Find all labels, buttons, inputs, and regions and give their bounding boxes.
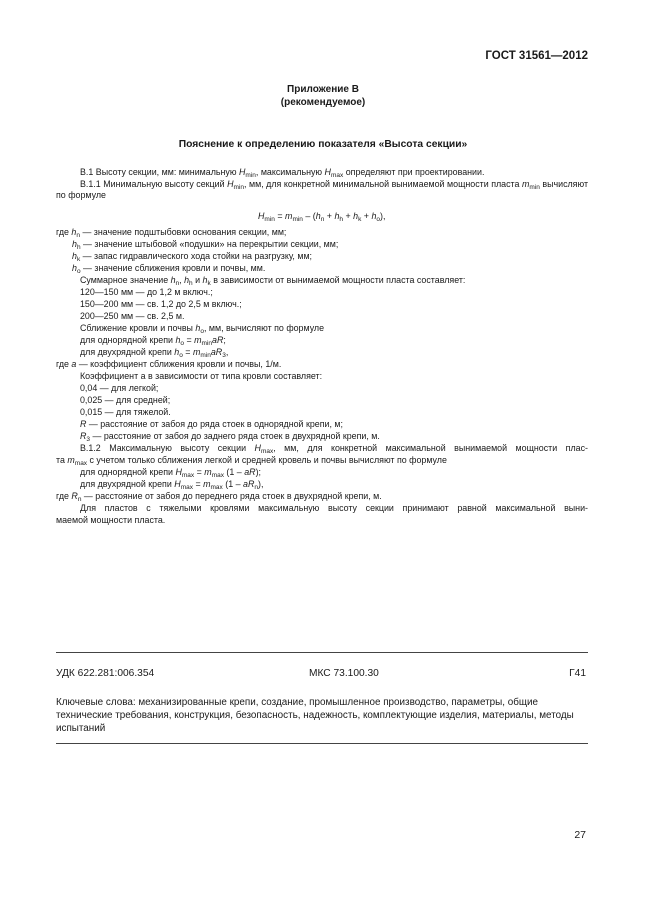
section-title: Пояснение к определению показателя «Высота секции» xyxy=(178,139,468,150)
def-rn: где $R_n$ — расстояние от забоя до переднего ряда стоек в двухрядной крепи, м. xyxy=(56,491,382,503)
formula-max-single: для однорядной крепи $H_{max} = m_{max}$ (1 – aR); xyxy=(80,467,261,479)
formula-hmin: $H_{min} = m_{min} - (h_n + h_h + h_k + h_o)$, xyxy=(258,211,386,223)
range-item: 150—200 мм — св. 1,2 до 2,5 м включ.; xyxy=(80,299,242,309)
coef-item: 0,025 — для средней; xyxy=(80,395,171,405)
formula-single-row: для однорядной крепи $h_o = m_{min}aR$; xyxy=(80,335,226,347)
coef-intro: Коэффициент а в зависимости от типа кровли составляет: xyxy=(80,371,323,381)
footer-top-rule xyxy=(56,652,588,653)
final-paragraph-line2: маемой мощности пласта. xyxy=(56,515,166,525)
keywords: Ключевые слова: механизированные крепи, создание, промышленное производство, параметры, общие технические требования, конструкция, безопасность, надежность, комплектующие изделия, материалы, методы испытаний xyxy=(56,697,574,734)
convergence-line: Сближение кровли и почвы $h_o$, мм, вычисляют по формуле xyxy=(80,323,325,335)
def-hk: $h_k$ — запас гидравлического хода стойки на разгрузку, мм; xyxy=(72,251,313,263)
annex-kind: (рекомендуемое) xyxy=(280,97,366,108)
standard-number: ГОСТ 31561—2012 xyxy=(485,50,588,62)
coef-item: 0,04 — для легкой; xyxy=(80,383,159,393)
summary-line: Суммарное значение $h_n$, $h_h$ и $h_k$ в зависимости от вынимаемой мощности пласта составляет: xyxy=(80,275,466,287)
footer-bottom-rule xyxy=(56,743,588,744)
coef-item: 0,015 — для тяжелой. xyxy=(80,407,171,417)
range-item: 200—250 мм — св. 2,5 м. xyxy=(80,311,185,321)
udc-code: УДК 622.281:006.354 xyxy=(56,668,155,679)
paragraph-b11: В.1.1 Минимальную высоту секций $H_{min}$, мм, для конкретной минимальной вынимаемой мощности пласта $m_{min}$ вычисляют по формуле xyxy=(56,179,589,200)
page-number: 27 xyxy=(574,829,586,841)
def-r: R — расстояние от забоя до ряда стоек в однорядной крепи, м; xyxy=(80,419,343,429)
range-item: 120—150 мм — до 1,2 м включ.; xyxy=(80,287,213,297)
formula-max-double: для двухрядной крепи $H_{max} = m_{max}$ $(1 - aR_n)$, xyxy=(80,479,264,491)
classification-code: Г41 xyxy=(569,668,586,679)
final-paragraph-line1: Для пластов с тяжелыми кровлями максимальную высоту секции принимают равной максимальной выни- xyxy=(80,503,588,513)
paragraph-b1: В.1 Высоту секции, мм: минимальную $H_{min}$, максимальную $H_{max}$ определяют при проектировании. xyxy=(80,167,485,179)
def-hh: $h_h$ — значение штыбовой «подушки» на перекрытии секции, мм; xyxy=(72,239,339,251)
def-hn: где $h_n$ — значение подштыбовки основания секции, мм; xyxy=(56,227,287,239)
paragraph-b12-line1: В.1.2 Максимальную высоту секции $H_{max}$, мм, для конкретной максимальной вынимаемой мощности плас- xyxy=(80,443,588,455)
mks-code: МКС 73.100.30 xyxy=(309,668,379,679)
def-r3: $R_3$ — расстояние от забоя до заднего ряда стоек в двухрядной крепи, м. xyxy=(80,431,380,443)
annex-label: Приложение В xyxy=(287,84,359,95)
def-ho: $h_o$ — значение сближения кровли и почвы, мм. xyxy=(72,263,266,275)
paragraph-b12-line2: та $m_{max}$ с учетом только сближения легкой и средней кровель и почвы вычисляют по формуле xyxy=(56,455,447,467)
def-a: где a — коэффициент сближения кровли и почвы, 1/м. xyxy=(56,359,282,369)
formula-double-row: для двухрядной крепи $h_o = m_{min}aR_3$, xyxy=(80,347,229,359)
